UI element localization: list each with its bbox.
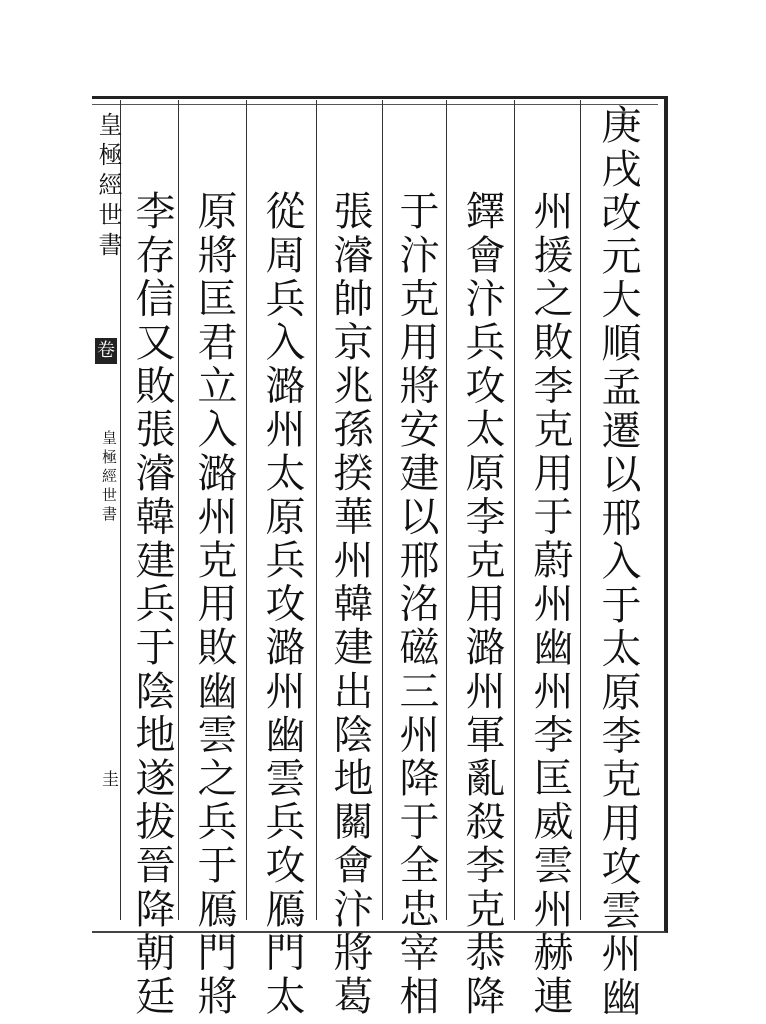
column-divider [580,100,581,920]
column-divider [446,100,447,920]
text-column-2: 州援之敗李克用于蔚州幽州李匡威雲州赫連 [527,190,573,1019]
text-column-6: 從周兵入潞州太原兵攻潞州幽雲兵攻鴈門太 [259,190,305,1019]
inner-border [92,104,658,105]
juan-mark: 卷 [95,338,117,364]
column-divider [246,100,247,920]
margin-subtitle: 皇極經世書 [100,430,118,525]
page-number: 圭 [98,770,118,787]
text-column-4: 于汴克用將安建以邢洺磁三州降于全忠宰相 [393,190,439,1019]
column-divider [382,100,383,920]
book-title: 皇極經世書 [94,112,122,262]
text-column-1: 庚戌改元大順孟遷以邢入于太原李克用攻雲州幽 [595,104,641,1020]
text-column-8: 李存信又敗張濬韓建兵于陰地遂拔晉降朝廷 [129,190,175,1019]
column-divider [178,100,179,920]
text-column-3: 鐸會汴兵攻太原李克用潞州軍亂殺李克恭降 [459,190,505,1019]
text-column-7: 原將匡君立入潞州克用敗幽雲之兵于鴈門將 [191,190,237,1019]
column-divider [514,100,515,920]
column-divider [316,100,317,920]
text-column-5: 張濬帥京兆孫揆華州韓建出陰地關會汴將葛 [327,190,373,1019]
